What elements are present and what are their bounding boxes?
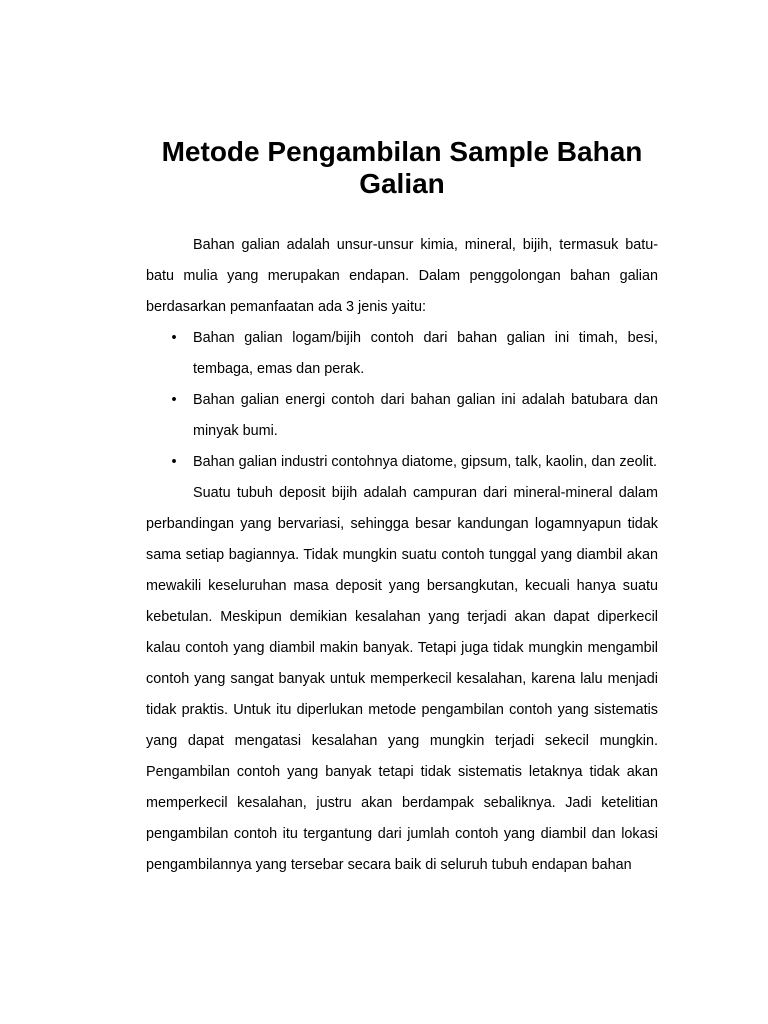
body-paragraph: Suatu tubuh deposit bijih adalah campuran dari mineral-mineral dalam perbandingan yang bervariasi, sehingga besar kandungan logamnyapun tidak sama setiap bagiannya. Tidak mungkin suatu contoh tunggal yang diambil akan mewakili keseluruhan masa deposit yang bersangkutan, kecuali hanya suatu kebetulan. Meskipun demikian kesalahan yang terjadi akan dapat diperkecil kalau contoh yang diambil makin banyak. Tetapi juga tidak mungkin mengambil contoh yang sangat banyak untuk memperkecil kesalahan, karena lalu menjadi tidak praktis. Untuk itu diperlukan metode pengambilan contoh yang sistematis yang dapat mengatasi kesalahan yang mungkin terjadi sekecil mungkin. Pengambilan contoh yang banyak tetapi tidak sistematis letaknya tidak akan memperkecil kesalahan, justru akan berdampak sebaliknya. Jadi ketelitian pengambilan contoh itu tergantung dari jumlah contoh yang diambil dan lokasi pengambilannya yang tersebar secara baik di seluruh tubuh endapan bahan [146, 485, 658, 873]
bullet-item [146, 385, 658, 447]
intro-paragraph: Bahan galian adalah unsur-unsur kimia, mineral, bijih, termasuk batu-batu mulia yang merupakan endapan. Dalam penggolongan bahan galian berdasarkan pemanfaatan ada 3 jenis yaitu: [146, 237, 658, 315]
bullet-text: Bahan galian energi contoh dari bahan galian ini adalah batubara dan minyak bumi. [193, 392, 658, 439]
bullet-item [146, 323, 658, 385]
document-body [146, 230, 658, 881]
document-title: Metode Pengambilan Sample Bahan Galian [161, 136, 643, 199]
bullet-text: Bahan galian industri contohnya diatome, gipsum, talk, kaolin, dan zeolit. [193, 454, 657, 470]
bullet-item [146, 447, 658, 478]
bullet-dot-icon: • [171, 392, 177, 408]
bullet-list [146, 323, 658, 478]
bullet-dot-icon: • [171, 454, 177, 470]
bullet-dot-icon: • [171, 330, 177, 346]
bullet-text: Bahan galian logam/bijih contoh dari bahan galian ini timah, besi, tembaga, emas dan perak. [193, 330, 658, 377]
